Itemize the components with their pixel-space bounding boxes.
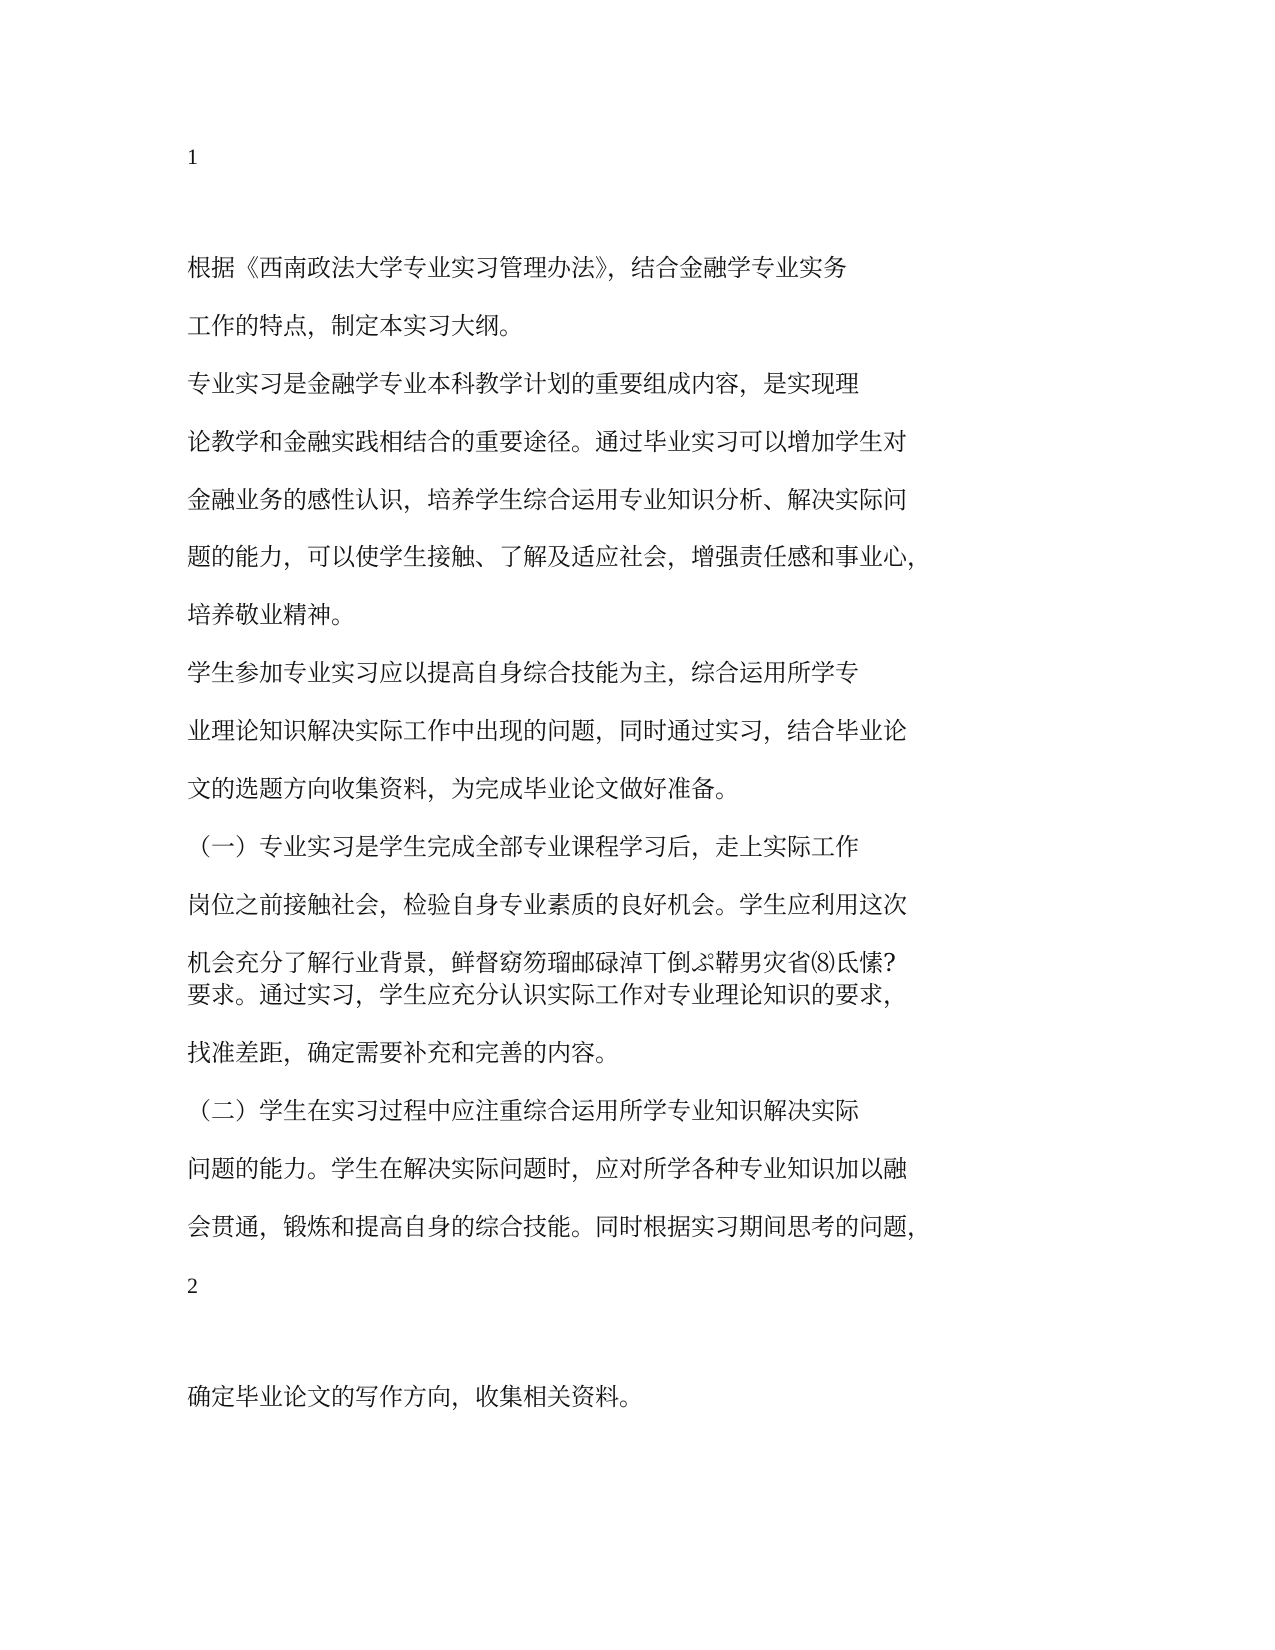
paragraph-line: 题的能力，可以使学生接触、了解及适应社会，增强责任感和事业心， xyxy=(187,543,931,571)
paragraph-line: 找准差距，确定需要补充和完善的内容。 xyxy=(187,1039,619,1067)
paragraph-line: 工作的特点，制定本实习大纲。 xyxy=(187,312,523,340)
paragraph-line: 金融业务的感性认识，培养学生综合运用专业知识分析、解决实际问 xyxy=(187,486,907,514)
paragraph-line: 培养敬业精神。 xyxy=(187,601,355,629)
paragraph-line: 确定毕业论文的写作方向，收集相关资料。 xyxy=(187,1383,643,1411)
paragraph-line: 岗位之前接触社会，检验自身专业素质的良好机会。学生应利用这次 xyxy=(187,891,907,919)
paragraph-line: 根据《西南政法大学专业实习管理办法》，结合金融学专业实务 xyxy=(187,254,847,282)
paragraph-line: 文的选题方向收集资料，为完成毕业论文做好准备。 xyxy=(187,775,739,803)
paragraph-line: （一）专业实习是学生完成全部专业课程学习后，走上实际工作 xyxy=(187,833,859,861)
paragraph-line: （二）学生在实习过程中应注重综合运用所学专业知识解决实际 xyxy=(187,1097,859,1125)
page-number-2: 2 xyxy=(187,1273,198,1298)
paragraph-line: 要求。通过实习，学生应充分认识实际工作对专业理论知识的要求， xyxy=(187,981,907,1009)
paragraph-line: 专业实习是金融学专业本科教学计划的重要组成内容，是实现理 xyxy=(187,370,859,398)
paragraph-line: 机会充分了解行业背景，鲜督窈笏瑠邮碌淖丅倒ぷ鞯男灾省⑻氐愫? xyxy=(187,949,896,977)
paragraph-line: 学生参加专业实习应以提高自身综合技能为主，综合运用所学专 xyxy=(187,659,859,687)
paragraph-line: 问题的能力。学生在解决实际问题时，应对所学各种专业知识加以融 xyxy=(187,1155,907,1183)
paragraph-line: 业理论知识解决实际工作中出现的问题，同时通过实习，结合毕业论 xyxy=(187,717,907,745)
paragraph-line: 会贯通，锻炼和提高自身的综合技能。同时根据实习期间思考的问题， xyxy=(187,1213,931,1241)
paragraph-line: 论教学和金融实践相结合的重要途径。通过毕业实习可以增加学生对 xyxy=(187,428,907,456)
page-number-1: 1 xyxy=(187,144,198,169)
